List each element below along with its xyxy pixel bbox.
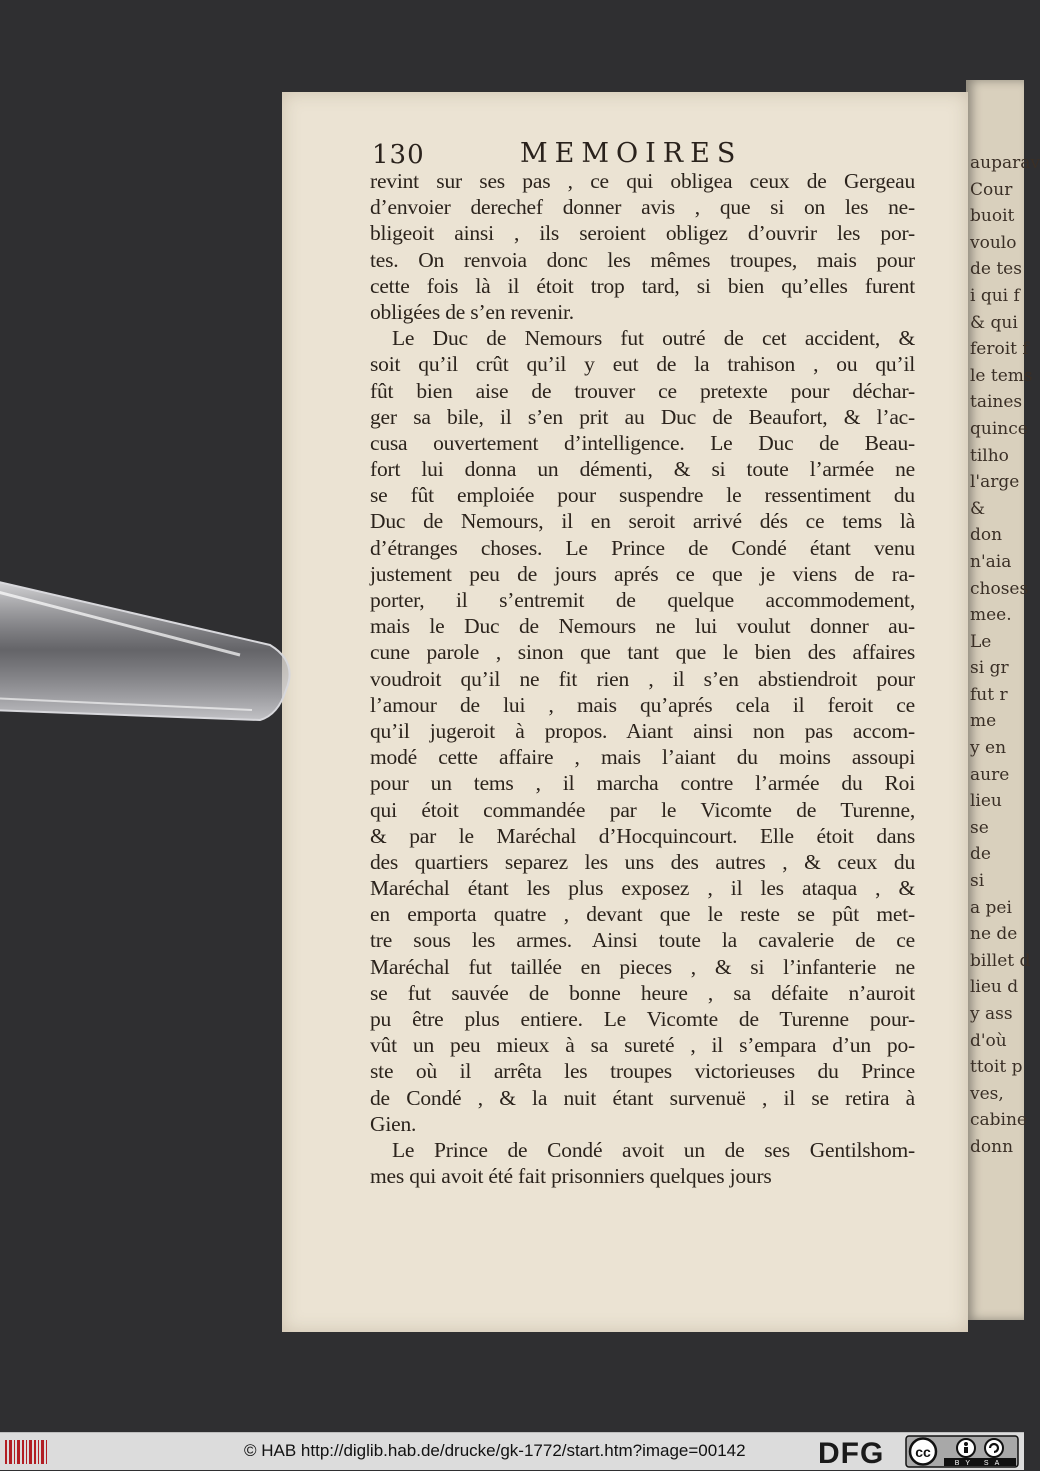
- text-line: Duc de Nemours, il en seroit arrivé dés ce tems là: [370, 509, 915, 534]
- text-line: se fût emploiée pour suspendre le ressentiment du: [370, 483, 915, 508]
- text-line: mes qui avoit été fait prisonniers quelques jours: [370, 1164, 772, 1189]
- body-text: [370, 168, 915, 1189]
- text-line: cune parole , sinon que tant que le bien des affaires: [370, 640, 915, 665]
- text-line: revint sur ses pas , ce qui obligea ceux de Gergeau: [370, 169, 915, 193]
- text-line: tes. On renvoia donc les mêmes troupes, mais pour: [370, 247, 915, 272]
- text-line: fort lui donna un démenti, & si toute l’armée ne: [370, 457, 915, 482]
- text-line: qu’il jugeroit à propos. Aiant ainsi non pas accom-: [370, 718, 915, 743]
- text-line: porter, il s’entremit de quelque accommodement,: [370, 588, 915, 612]
- text-line: Maréchal fut taillée en pieces , & si l’infanterie ne: [370, 954, 915, 979]
- text-line: & par le Maréchal d’Hocquincourt. Elle étoit dans: [370, 823, 915, 848]
- text-line: de Condé , & la nuit étant survenuë , il se retira à: [370, 1085, 915, 1110]
- text-line: voudroit qu’il ne fit rien , il s’en abstiendroit pour: [370, 666, 915, 691]
- text-line: obligées de s’en revenir.: [370, 299, 574, 324]
- facing-page-text: auparav Cour buoit voulo de tes i qui f & qui feroit f le tems taines quince tilho l'arge & don n'aia choses mee. Le si gr fut r me y en aure lieu se de si a pei ne de billet d lieu d y ass d'où ttoit p ves, cabine donn: [970, 153, 1040, 1157]
- page-number: 130: [372, 140, 425, 170]
- text-line: cusa ouvertement d’intelligence. Le Duc de Beau-: [370, 430, 915, 455]
- text-line: d’étranges choses. Le Prince de Condé étant venu: [370, 535, 915, 560]
- text-line: l’amour de lui , mais qu’aprés cela il feroit ce: [370, 692, 915, 717]
- text-line: mais le Duc de Nemours ne lui voulut donner au-: [370, 614, 915, 639]
- license-badge-text: BY SA: [954, 1460, 1006, 1467]
- text-line: soit qu’il crût qu’il y eut de la trahison , ou qu’il: [370, 352, 915, 377]
- svg-text:cc: cc: [915, 1444, 931, 1460]
- text-line: justement peu de jours aprés ce que je viens de ra-: [370, 561, 915, 586]
- text-line: qui étoit commandée par le Vicomte de Turenne,: [370, 797, 915, 822]
- text-line: modé cette affaire , mais l’aiant du moins assoupi: [370, 745, 915, 770]
- text-line: vût un peu mieux à sa sureté , il s’empara d’un po-: [370, 1033, 915, 1058]
- text-line: en emporta quatre , devant que le reste se pût met-: [370, 902, 915, 927]
- barcode-icon: [4, 1438, 48, 1466]
- text-line: tre sous les armes. Ainsi toute la cavalerie de ce: [370, 928, 915, 953]
- glass-weight-icon: [0, 570, 310, 740]
- facing-page-edge: [966, 80, 1040, 1320]
- text-line: ger sa bile, il s’en prit au Duc de Beaufort, & l’ac-: [370, 404, 915, 429]
- text-line: pour un tems , il marcha contre l’armée du Roi: [370, 771, 915, 796]
- text-line: cette fois là il étoit trop tard, si bien qu’elles furent: [370, 273, 915, 298]
- running-head: MEMOIRES: [520, 138, 743, 169]
- citation-link[interactable]: © HAB http://diglib.hab.de/drucke/gk-1772/start.htm?image=00142: [244, 1441, 746, 1460]
- viewer-footer: [0, 1432, 1024, 1470]
- text-line: Le Prince de Condé avoit un de ses Gentilshom-: [392, 1137, 915, 1162]
- text-line: se fut sauvée de bonne heure , sa défaite n’auroit: [370, 980, 915, 1005]
- text-line: Le Duc de Nemours fut outré de cet accident, &: [392, 326, 915, 351]
- text-line: Maréchal étant les plus exposez , il les ataqua , &: [370, 876, 915, 901]
- text-line: pu être plus entiere. Le Vicomte de Turenne pour-: [370, 1007, 915, 1031]
- text-line: fût bien aise de trouver ce pretexte pour déchar-: [370, 378, 915, 403]
- text-line: Gien.: [370, 1111, 417, 1136]
- text-line: ste où il arrêta les troupes victorieuses du Prince: [370, 1059, 915, 1084]
- text-line: d’envoier derechef donner avis , que si on les ne-: [370, 195, 915, 220]
- cc-license-icon[interactable]: [906, 1436, 1018, 1467]
- text-line: des quartiers separez les uns des autres , & ceux du: [370, 849, 915, 874]
- text-line: bligeoit ainsi , ils seroient obligez d’ouvrir les por-: [370, 221, 915, 246]
- dfg-logo: DFG: [818, 1437, 885, 1470]
